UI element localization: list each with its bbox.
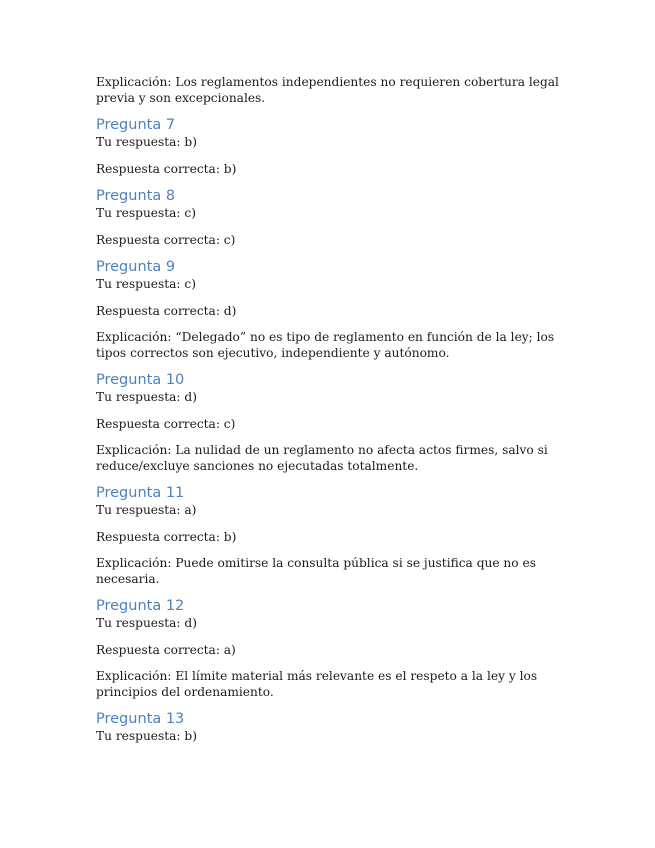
explanation: Explicación: El límite material más relevante es el respeto a la ley y los principios del ordenamiento.	[96, 669, 538, 699]
question-block-8	[96, 187, 566, 248]
correct-answer: Respuesta correcta: a)	[96, 643, 236, 657]
question-block-7	[96, 116, 566, 177]
intro-explanation: Explicación: Los reglamentos independientes no requieren cobertura legal previa y son excepcionales.	[96, 75, 559, 105]
your-answer: Tu respuesta: b)	[96, 729, 197, 743]
question-block-11	[96, 484, 566, 587]
correct-answer: Respuesta correcta: b)	[96, 162, 237, 176]
your-answer: Tu respuesta: d)	[96, 616, 197, 630]
explanation: Explicación: “Delegado” no es tipo de reglamento en función de la ley; los tipos correctos son ejecutivo, independiente y autónomo.	[96, 330, 555, 360]
explanation: Explicación: La nulidad de un reglamento no afecta actos firmes, salvo si reduce/excluye sanciones no ejecutadas totalmente.	[96, 443, 548, 473]
question-block-10	[96, 371, 566, 474]
question-block-13	[96, 710, 566, 744]
question-heading: Pregunta 9	[96, 259, 176, 275]
document-page	[96, 74, 566, 755]
question-heading: Pregunta 12	[96, 598, 185, 614]
your-answer: Tu respuesta: d)	[96, 390, 197, 404]
question-block-12	[96, 597, 566, 700]
question-block-9	[96, 258, 566, 361]
your-answer: Tu respuesta: c)	[96, 277, 196, 291]
your-answer: Tu respuesta: b)	[96, 135, 197, 149]
question-heading: Pregunta 8	[96, 188, 176, 204]
question-heading: Pregunta 13	[96, 711, 185, 727]
correct-answer: Respuesta correcta: c)	[96, 233, 236, 247]
question-heading: Pregunta 11	[96, 485, 185, 501]
question-heading: Pregunta 10	[96, 372, 185, 388]
question-heading: Pregunta 7	[96, 117, 176, 133]
correct-answer: Respuesta correcta: d)	[96, 304, 237, 318]
your-answer: Tu respuesta: c)	[96, 206, 196, 220]
correct-answer: Respuesta correcta: b)	[96, 530, 237, 544]
your-answer: Tu respuesta: a)	[96, 503, 197, 517]
explanation: Explicación: Puede omitirse la consulta pública si se justifica que no es necesaria.	[96, 556, 536, 586]
correct-answer: Respuesta correcta: c)	[96, 417, 236, 431]
